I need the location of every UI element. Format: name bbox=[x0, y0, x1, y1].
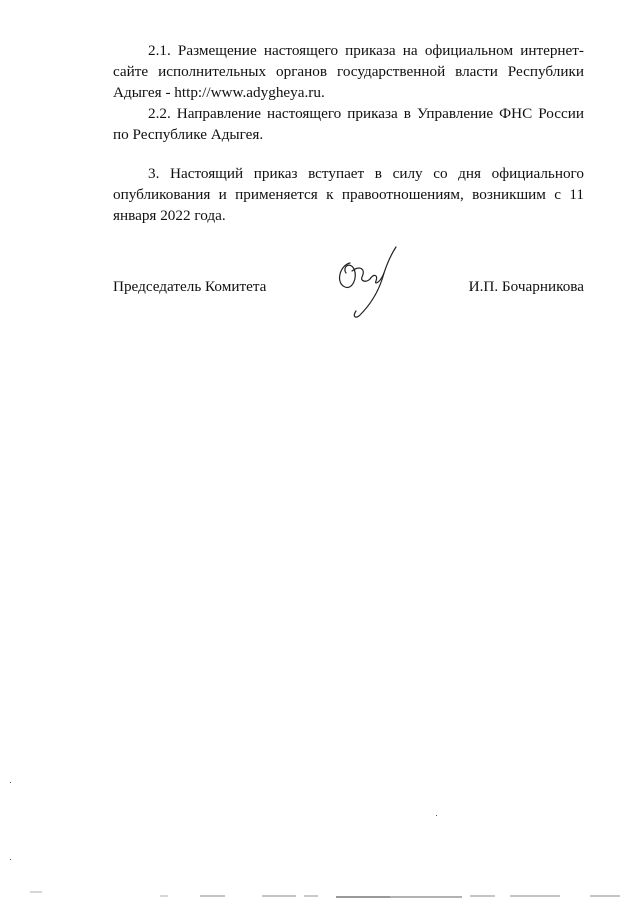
paragraph-2-1: 2.1. Размещение настоящего приказа на официальном интернет-сайте исполнительных органов государственной власти Республики Адыгея - http://www.adygheya.ru. bbox=[113, 42, 584, 101]
paragraph-spacer bbox=[113, 145, 584, 163]
paragraph-3: 3. Настоящий приказ вступает в силу со дня официального опубликования и применяется к правоотношениям, возникшим с 11 января 2022 года. bbox=[113, 165, 584, 224]
handwritten-signature bbox=[330, 243, 405, 323]
paragraph-2-2: 2.2. Направление настоящего приказа в Управление ФНС России по Республике Адыгея. bbox=[113, 105, 584, 143]
signer-name: И.П. Бочарникова bbox=[468, 278, 584, 295]
document-body bbox=[113, 40, 584, 226]
signer-position: Председатель Комитета bbox=[113, 278, 267, 295]
